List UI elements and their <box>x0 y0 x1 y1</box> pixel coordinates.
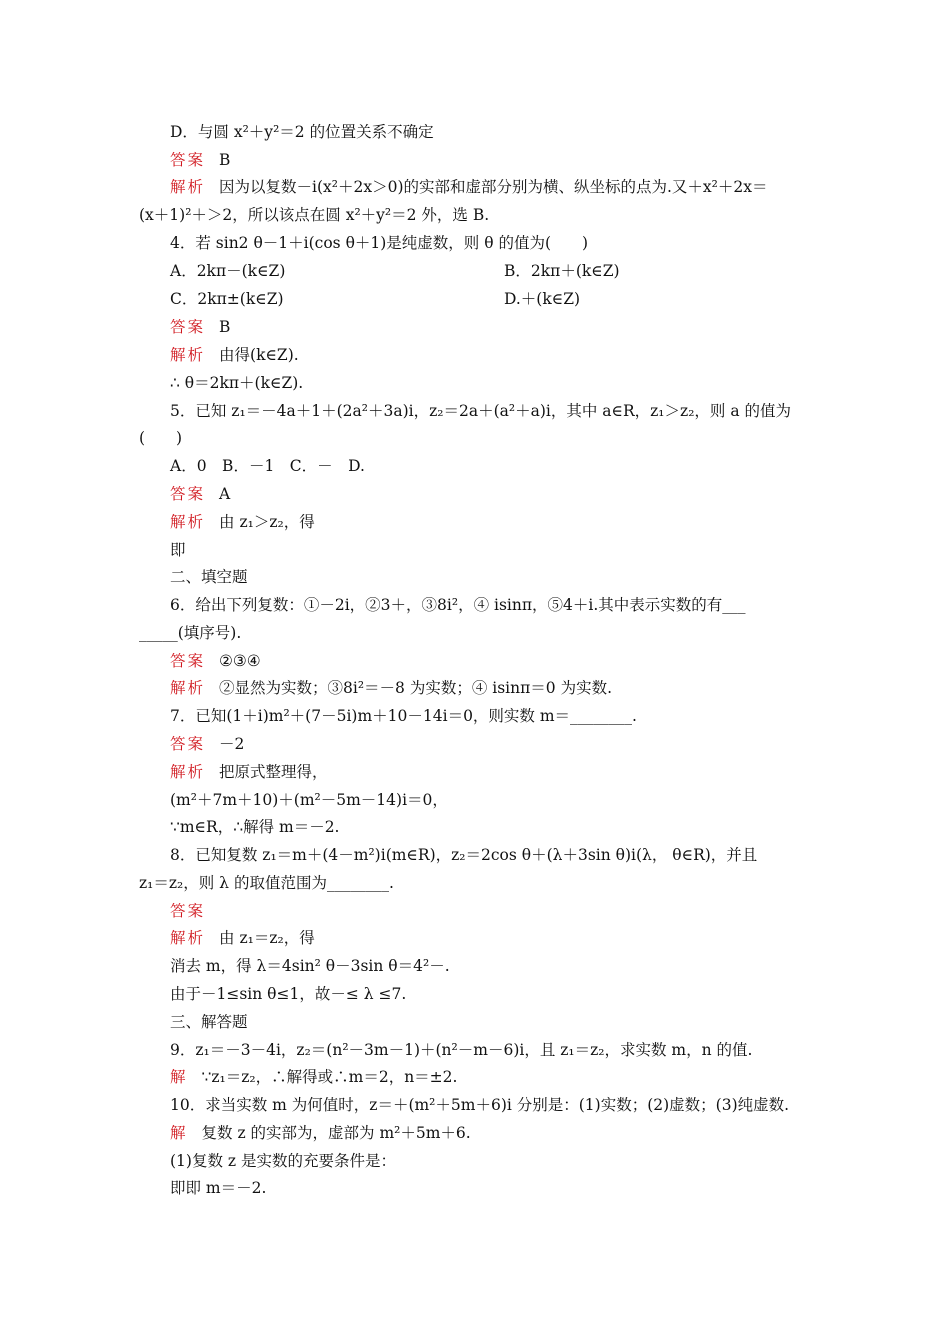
solution-label: 解 <box>170 1068 188 1086</box>
answer-label: 答案 <box>170 318 206 336</box>
analysis-label: 解析 <box>170 178 206 196</box>
answer-line-q3: 答案 B <box>170 151 231 169</box>
options-q5: A．0 B．－1 C．－ D. <box>170 457 365 475</box>
analysis-line-q6: 解析 ②显然为实数；③8i²＝－8 为实数；④ isinπ＝0 为实数. <box>170 679 613 697</box>
analysis-line-q4a: 解析 由得(k∈Z). <box>170 346 299 364</box>
analysis-line-q3b: (x＋1)²＋＞2，所以该点在圆 x²＋y²＝2 外，选 B. <box>139 206 490 224</box>
answer-line-q6: 答案 ②③④ <box>170 652 261 670</box>
analysis-label: 解析 <box>170 763 206 781</box>
analysis-line-q8b: 消去 m，得 λ＝4sin² θ－3sin θ＝4²－. <box>170 957 450 975</box>
analysis-line-q3a: 解析 因为以复数－i(x²＋2x＞0)的实部和虚部分别为横、纵坐标的点为.又＋x²＋2x＝ <box>170 178 768 196</box>
option-q4-b: B．2kπ＋(k∈Z) <box>504 262 620 280</box>
answer-label: 答案 <box>170 902 206 920</box>
question-9: 9．z₁＝－3－4i，z₂＝(n²－3m－1)＋(n²－m－6)i，且 z₁＝z₂，求实数 m，n 的值. <box>170 1041 753 1059</box>
solution-line-q10a: 解 复数 z 的实部为，虚部为 m²＋5m＋6. <box>170 1124 471 1142</box>
question-6b: _____(填序号). <box>139 624 242 642</box>
question-4: 4．若 sin2 θ－1＋i(cos θ＋1)是纯虚数，则 θ 的值为( ) <box>170 234 589 252</box>
analysis-line-q7c: ∵m∈R，∴解得 m＝－2. <box>170 818 340 836</box>
answer-label: 答案 <box>170 735 206 753</box>
section-fill-blank: 二、填空题 <box>170 568 248 586</box>
option-q4-a: A．2kπ－(k∈Z) <box>170 262 286 280</box>
question-6a: 6．给出下列复数：①－2i，②3＋，③8i²，④ isinπ，⑤4＋i.其中表示实数的有___ <box>170 596 746 614</box>
section-solve: 三、解答题 <box>170 1013 248 1031</box>
option-d-circle-line: D．与圆 x²＋y²＝2 的位置关系不确定 <box>170 123 434 141</box>
analysis-line-q7a: 解析 把原式整理得， <box>170 763 328 781</box>
solution-label: 解 <box>170 1124 188 1142</box>
analysis-label: 解析 <box>170 679 206 697</box>
analysis-line-q4b: ∴ θ＝2kπ＋(k∈Z). <box>170 374 304 392</box>
question-5b: ( ) <box>139 429 183 447</box>
question-10: 10．求当实数 m 为何值时，z＝＋(m²＋5m＋6)i 分别是：(1)实数；(2)虚数；(3)纯虚数. <box>170 1096 790 1114</box>
solution-line-q10c: 即即 m＝－2. <box>170 1179 267 1197</box>
solution-line-q9: 解 ∵z₁＝z₂，∴解得或∴m＝2，n＝±2. <box>170 1068 458 1086</box>
analysis-line-q8a: 解析 由 z₁＝z₂，得 <box>170 929 315 947</box>
answer-label: 答案 <box>170 151 206 169</box>
solution-line-q10b: (1)复数 z 是实数的充要条件是： <box>170 1152 396 1170</box>
answer-line-q5: 答案 A <box>170 485 231 503</box>
question-7: 7．已知(1＋i)m²＋(7－5i)m＋10－14i＝0，则实数 m＝________. <box>170 707 637 725</box>
answer-label: 答案 <box>170 485 206 503</box>
analysis-line-q5b: 即 <box>170 541 186 559</box>
analysis-line-q8c: 由于－1≤sin θ≤1，故－≤ λ ≤7. <box>170 985 407 1003</box>
question-8a: 8．已知复数 z₁＝m＋(4－m²)i(m∈R)，z₂＝2cos θ＋(λ＋3sin θ)i(λ， θ∈R)，并且 <box>170 846 758 864</box>
analysis-line-q5a: 解析 由 z₁＞z₂，得 <box>170 513 315 531</box>
analysis-label: 解析 <box>170 346 206 364</box>
analysis-line-q7b: (m²＋7m＋10)＋(m²－5m－14)i＝0， <box>170 791 448 809</box>
answer-label: 答案 <box>170 652 206 670</box>
question-5a: 5．已知 z₁＝－4a＋1＋(2a²＋3a)i，z₂＝2a＋(a²＋a)i，其中 a∈R，z₁＞z₂，则 a 的值为 <box>170 402 792 420</box>
question-8b: z₁＝z₂，则 λ 的取值范围为________. <box>139 874 394 892</box>
option-q4-d: D.＋(k∈Z) <box>504 290 581 308</box>
analysis-label: 解析 <box>170 929 206 947</box>
answer-line-q7: 答案 －2 <box>170 735 245 753</box>
answer-line-q8 <box>170 901 219 921</box>
analysis-label: 解析 <box>170 513 206 531</box>
answer-line-q4: 答案 B <box>170 318 231 336</box>
option-q4-c: C．2kπ±(k∈Z) <box>170 290 284 308</box>
